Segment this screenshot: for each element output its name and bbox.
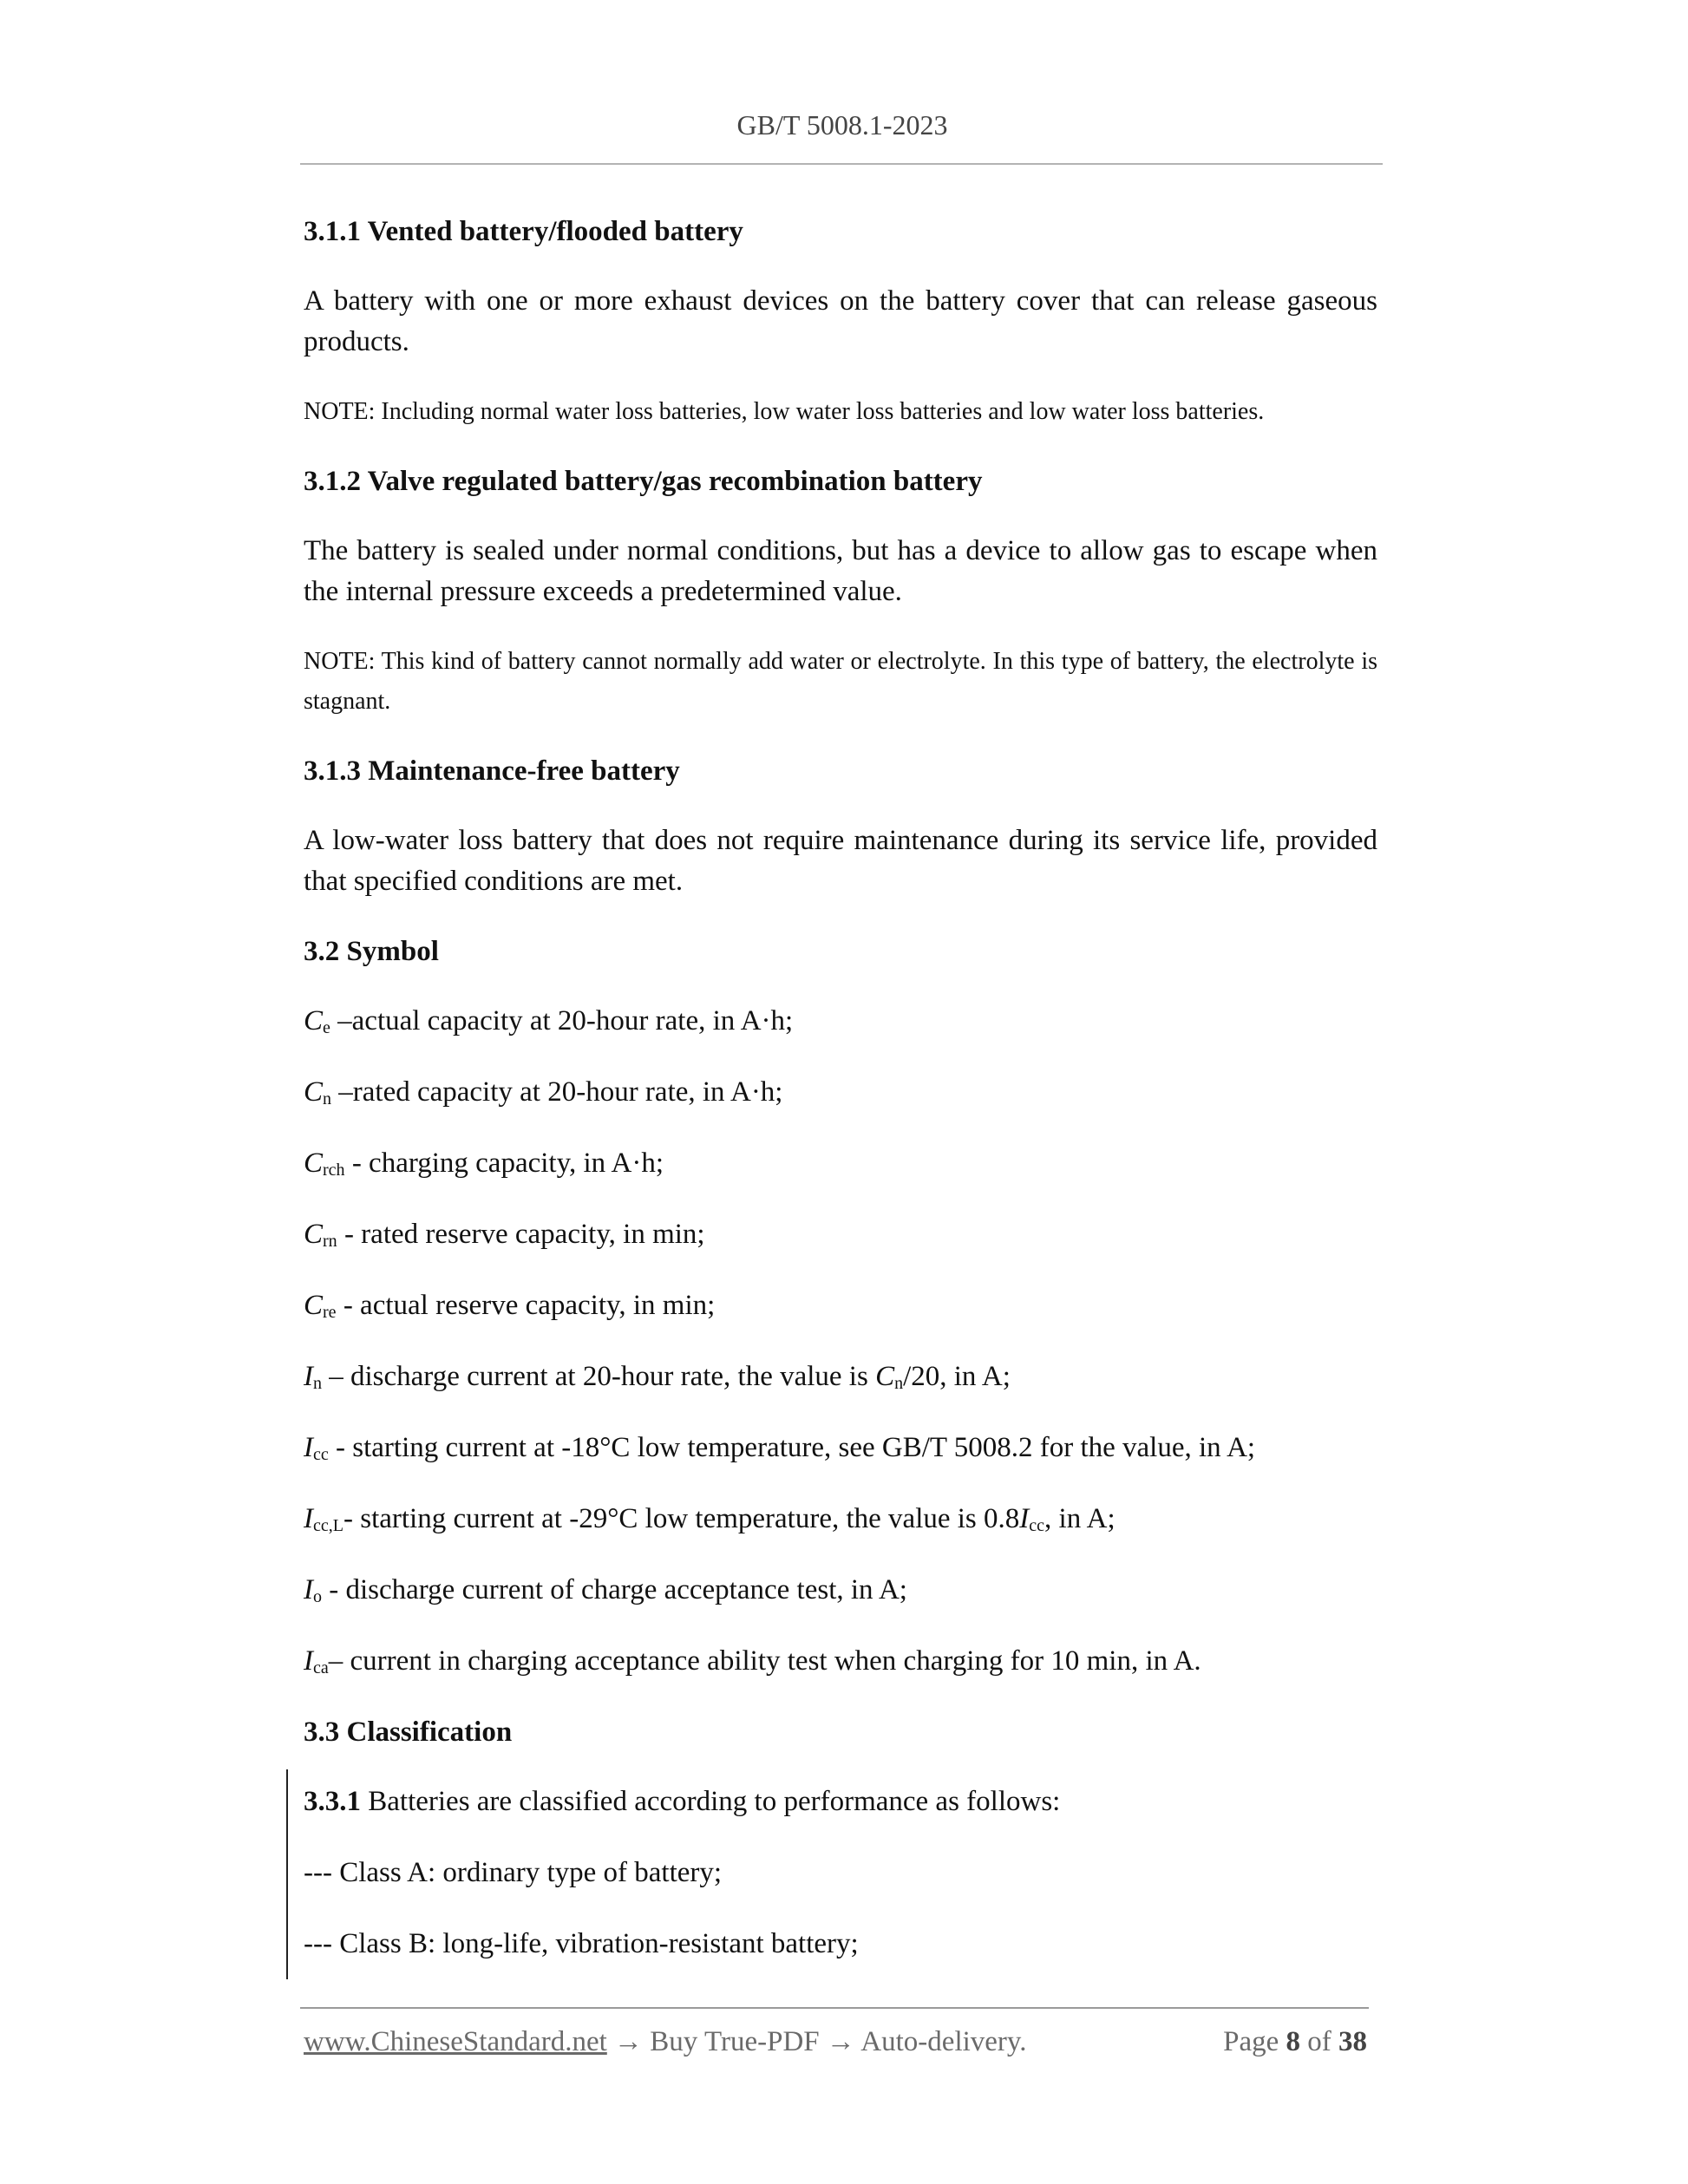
- current-page: 8: [1286, 2026, 1300, 2057]
- section-3-1-1-note: NOTE: Including normal water loss batteries, low water loss batteries and low water loss batteries.: [304, 398, 1265, 425]
- symbol-crn: $C_{rn}$ - rated reserve capacity, in min;: [304, 1219, 705, 1251]
- website-link[interactable]: www.ChineseStandard.net: [304, 2026, 607, 2057]
- section-3-1-1-heading: 3.1.1 Vented battery/flooded battery: [304, 216, 743, 247]
- section-3-1-2-note: NOTE: This kind of battery cannot normally add water or electrolyte. In this type of battery, the electrolyte is stagnant.: [304, 648, 1377, 715]
- symbol-cn: $C_n$ –rated capacity at 20-hour rate, in A·h;: [304, 1076, 783, 1108]
- header-divider: [300, 163, 1383, 165]
- symbol-cre: $C_{re}$ - actual reserve capacity, in min;: [304, 1290, 716, 1322]
- page-footer: [304, 2026, 1367, 2058]
- section-3-3-heading: 3.3 Classification: [304, 1716, 513, 1748]
- section-3-1-2-body: The battery is sealed under normal conditions, but has a device to allow gas to escape when the internal pressure exceeds a predetermined value.: [304, 535, 1377, 607]
- promo-text: → Buy True-PDF → Auto-delivery.: [606, 2026, 1027, 2057]
- class-a-item: --- Class A: ordinary type of battery;: [304, 1857, 723, 1888]
- symbol-ce: $C_e$ –actual capacity at 20-hour rate, in A·h;: [304, 1005, 794, 1037]
- section-3-3-1-text: 3.3.1 Batteries are classified according to performance as follows:: [304, 1786, 1061, 1817]
- page-content: [304, 212, 1377, 1995]
- footer-promo: [304, 2026, 1027, 2058]
- symbol-iccl: $I_{cc,L}-$ starting current at -29°C low temperature, the value is $0.8I_{cc}$, in A;: [304, 1503, 1116, 1535]
- section-3-1-2-heading: 3.1.2 Valve regulated battery/gas recombination battery: [304, 466, 983, 497]
- symbol-ica: $I_{ca}-$ current in charging acceptance ability test when charging for 10 min, in A.: [304, 1645, 1201, 1677]
- section-3-1-3-heading: 3.1.3 Maintenance-free battery: [304, 755, 680, 787]
- class-b-item: --- Class B: long-life, vibration-resistant battery;: [304, 1928, 859, 1959]
- symbol-icc: $I_{cc}$ - starting current at -18°C low temperature, see GB/T 5008.2 for the value, in A;: [304, 1432, 1256, 1464]
- symbol-in: $I_n$ – discharge current at 20-hour rate, the value is $C_n/20$, in A;: [304, 1361, 1011, 1393]
- total-pages: 38: [1338, 2026, 1367, 2057]
- symbol-crch: $C_{rch}$ - charging capacity, in A·h;: [304, 1148, 664, 1180]
- footer-divider: [300, 2007, 1369, 2009]
- section-3-1-1-body: A battery with one or more exhaust devices on the battery cover that can release gaseous products.: [304, 285, 1377, 357]
- section-3-1-3-body: A low-water loss battery that does not require maintenance during its service life, provided that specified conditions are met.: [304, 825, 1377, 897]
- page-indicator: Page 8 of 38: [1223, 2026, 1367, 2057]
- section-3-2-heading: 3.2 Symbol: [304, 936, 439, 967]
- symbol-io: $I_o$ - discharge current of charge acceptance test, in A;: [304, 1574, 907, 1606]
- revision-bar: [286, 1769, 288, 1979]
- document-header: GB/T 5008.1-2023: [736, 109, 948, 141]
